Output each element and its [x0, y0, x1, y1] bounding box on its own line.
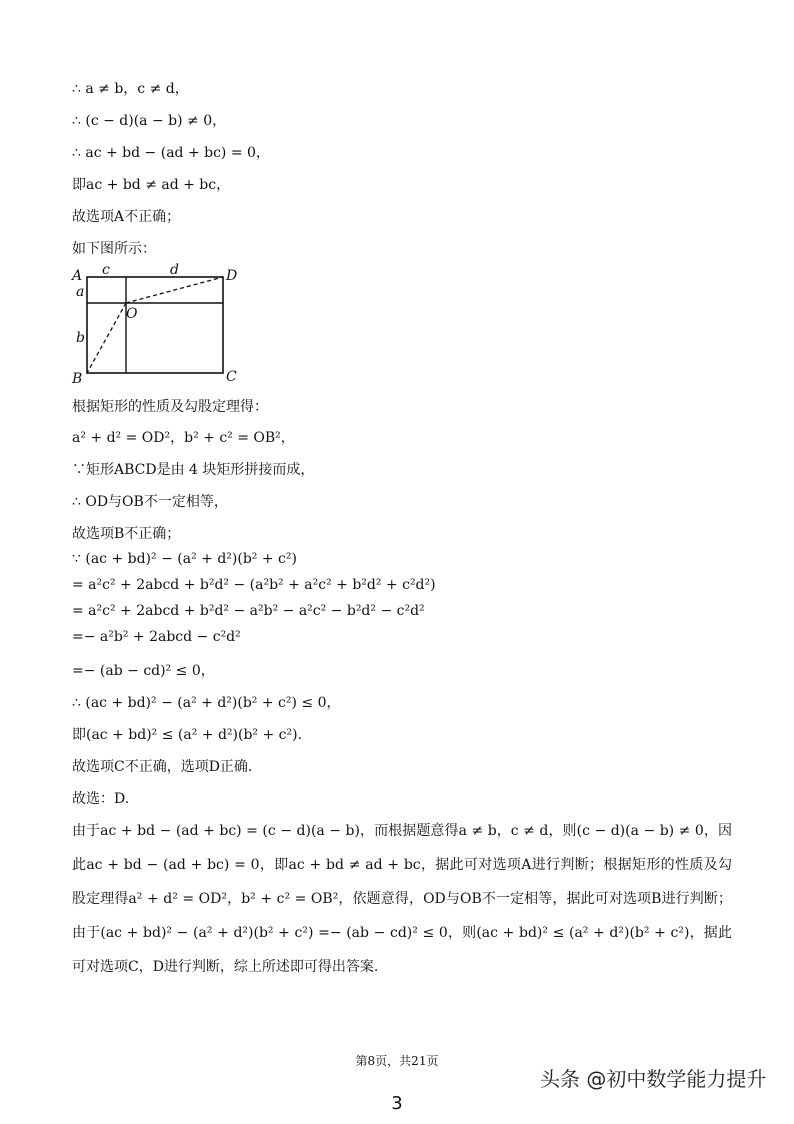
label-a-point: A — [72, 268, 83, 284]
text-line: = a²c² + 2abcd + b²d² − a²b² − a²c² − b²d² − c²d² — [72, 603, 425, 619]
label-a: a — [76, 284, 85, 300]
text-line: = a²c² + 2abcd + b²d² − (a²b² + a²c² + b²d² + c²d²) — [72, 577, 436, 593]
text-line: 即(ac + bd)² ≤ (a² + d²)(b² + c²). — [72, 727, 303, 743]
text-line: ∴ ac + bd − (ad + bc) = 0， — [72, 145, 270, 161]
text-line: ∵ (ac + bd)² − (a² + d²)(b² + c²) — [72, 551, 297, 567]
text-line: 根据矩形的性质及勾股定理得： — [72, 399, 268, 415]
label-c-point: C — [226, 369, 237, 385]
text-line: 即ac + bd ≠ ad + bc， — [72, 177, 231, 193]
text-line: ∴ OD与OB不一定相等， — [72, 494, 228, 510]
text-line: a² + d² = OD²，b² + c² = OB²， — [72, 430, 295, 446]
text-line: 故选项C不正确，选项D正确. — [72, 759, 253, 775]
page-number: 3 — [391, 1093, 403, 1114]
analysis-paragraph: 由于ac + bd − (ad + bc) = (c − d)(a − b)，而根据题意得a ≠ b，c ≠ d，则(c − d)(a − b) ≠ 0，因此ac + bd − (ad + bc) = 0，即ac + bd ≠ ad + bc，据此可对选项A进行判断；根据矩形的性质及勾股定理得a² + d² = OD²，b² + c² = OB²，依题意得，OD与OB不一定相等，据此可对选项B进行判断；由于(ac + bd)² − (a² + d²)(b² + c²) =− (ab − cd)² ≤ 0，则(ac + bd)² ≤ (a² + d²)(b² + c²)，据此可对选项C，D进行判断，综上所述即可得出答案. — [72, 823, 732, 975]
text-line: 故选：D. — [72, 791, 130, 807]
watermark: 头条 @初中数学能力提升 — [540, 1067, 767, 1091]
text-line: 故选项A不正确； — [72, 209, 181, 225]
rectangle-diagram — [68, 262, 258, 387]
text-line: =− a²b² + 2abcd − c²d² — [72, 629, 241, 645]
label-d-point: D — [226, 268, 238, 284]
label-b-point: B — [72, 371, 83, 387]
label-c: c — [102, 262, 110, 278]
rectangle-abcd — [87, 277, 223, 373]
label-d: d — [170, 262, 179, 278]
page-footer: 第8页，共21页 — [355, 1054, 439, 1068]
text-line: ∴ (c − d)(a − b) ≠ 0， — [72, 113, 227, 129]
text-line: =− (ab − cd)² ≤ 0， — [72, 663, 215, 679]
segment-od — [126, 277, 223, 303]
label-o-point: O — [126, 306, 138, 322]
text-line: 故选项B不正确； — [72, 526, 181, 542]
label-b: b — [76, 330, 85, 346]
text-line: 如下图所示： — [72, 241, 156, 257]
text-line: ∴ a ≠ b，c ≠ d， — [72, 81, 189, 97]
segment-ob — [87, 303, 126, 373]
text-line: ∴ (ac + bd)² − (a² + d²)(b² + c²) ≤ 0， — [72, 695, 341, 711]
text-line: ∵矩形ABCD是由 4 块矩形拼接而成， — [72, 462, 315, 478]
